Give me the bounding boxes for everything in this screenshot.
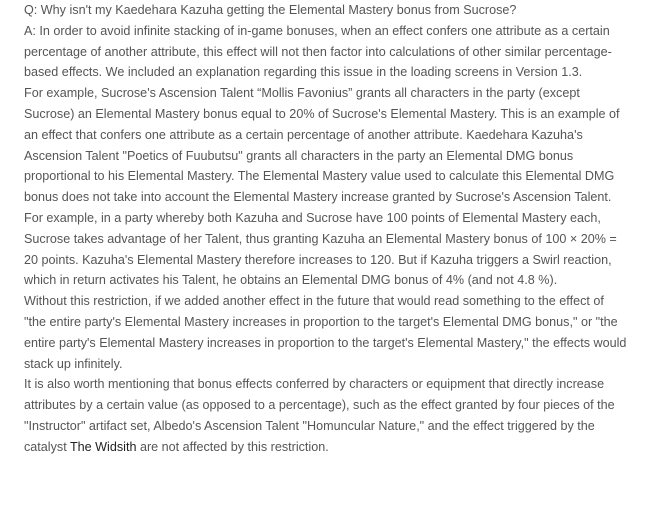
faq-answer: A: In order to avoid infinite stacking of in-game bonuses, when an effect confers one attribute as a certain percentage of another attribute, this effect will not then factor into calculations of other similar percentage-based effects. We included an explanation regarding this issue in the loading screens in Version 1.3. <box>24 23 612 80</box>
faq-exceptions-text-before: It is also worth mentioning that bonus effects conferred by characters or equipment that directly increase attributes by a certain value (as opposed to a percentage), such as the effect granted by four pieces of the "Instructor" artifact set, Albedo's Ascension Talent "Homuncular Nature," and the effect triggered by the catalyst <box>24 377 615 454</box>
faq-paragraph-exceptions <box>24 374 628 457</box>
faq-exceptions-text-after: are not affected by this restriction. <box>136 439 329 454</box>
faq-question: Q: Why isn't my Kaedehara Kazuha getting the Elemental Mastery bonus from Sucrose? <box>24 3 517 17</box>
faq-paragraph-example-sucrose: For example, Sucrose's Ascension Talent “Mollis Favonius” grants all characters in the party (except Sucrose) an Elemental Mastery bonus equal to 20% of Sucrose's Elemental Mastery. This is an example of an effect that confers one attribute as a certain percentage of another attribute. Kaedehara Kazuha's Ascension Talent "Poetics of Fuubutsu" grants all characters in the party an Elemental DMG bonus proportional to his Elemental Mastery. The Elemental Mastery value used to calculate this Elemental DMG bonus does not take into account the Elemental Mastery increase granted by Sucrose's Ascension Talent. <box>24 86 620 205</box>
faq-entry <box>24 0 628 458</box>
faq-paragraph-restriction: Without this restriction, if we added another effect in the future that would read something to the effect of "the entire party's Elemental Mastery increases in proportion to the target's Elemental DMG bonus," or "the entire party's Elemental Mastery increases in proportion to the target's Elemental Mastery," the effects would stack up infinitely. <box>24 294 627 371</box>
the-widsith-link[interactable]: The Widsith <box>69 439 137 454</box>
faq-paragraph-example-numbers: For example, in a party whereby both Kazuha and Sucrose have 100 points of Elemental Mastery each, Sucrose takes advantage of her Talent, thus granting Kazuha an Elemental Mastery bonus of 100 × 20% = 20 points. Kazuha's Elemental Mastery therefore increases to 120. But if Kazuha triggers a Swirl reaction, which in return activates his Talent, he obtains an Elemental DMG bonus of 4% (and not 4.8 %). <box>24 210 617 288</box>
